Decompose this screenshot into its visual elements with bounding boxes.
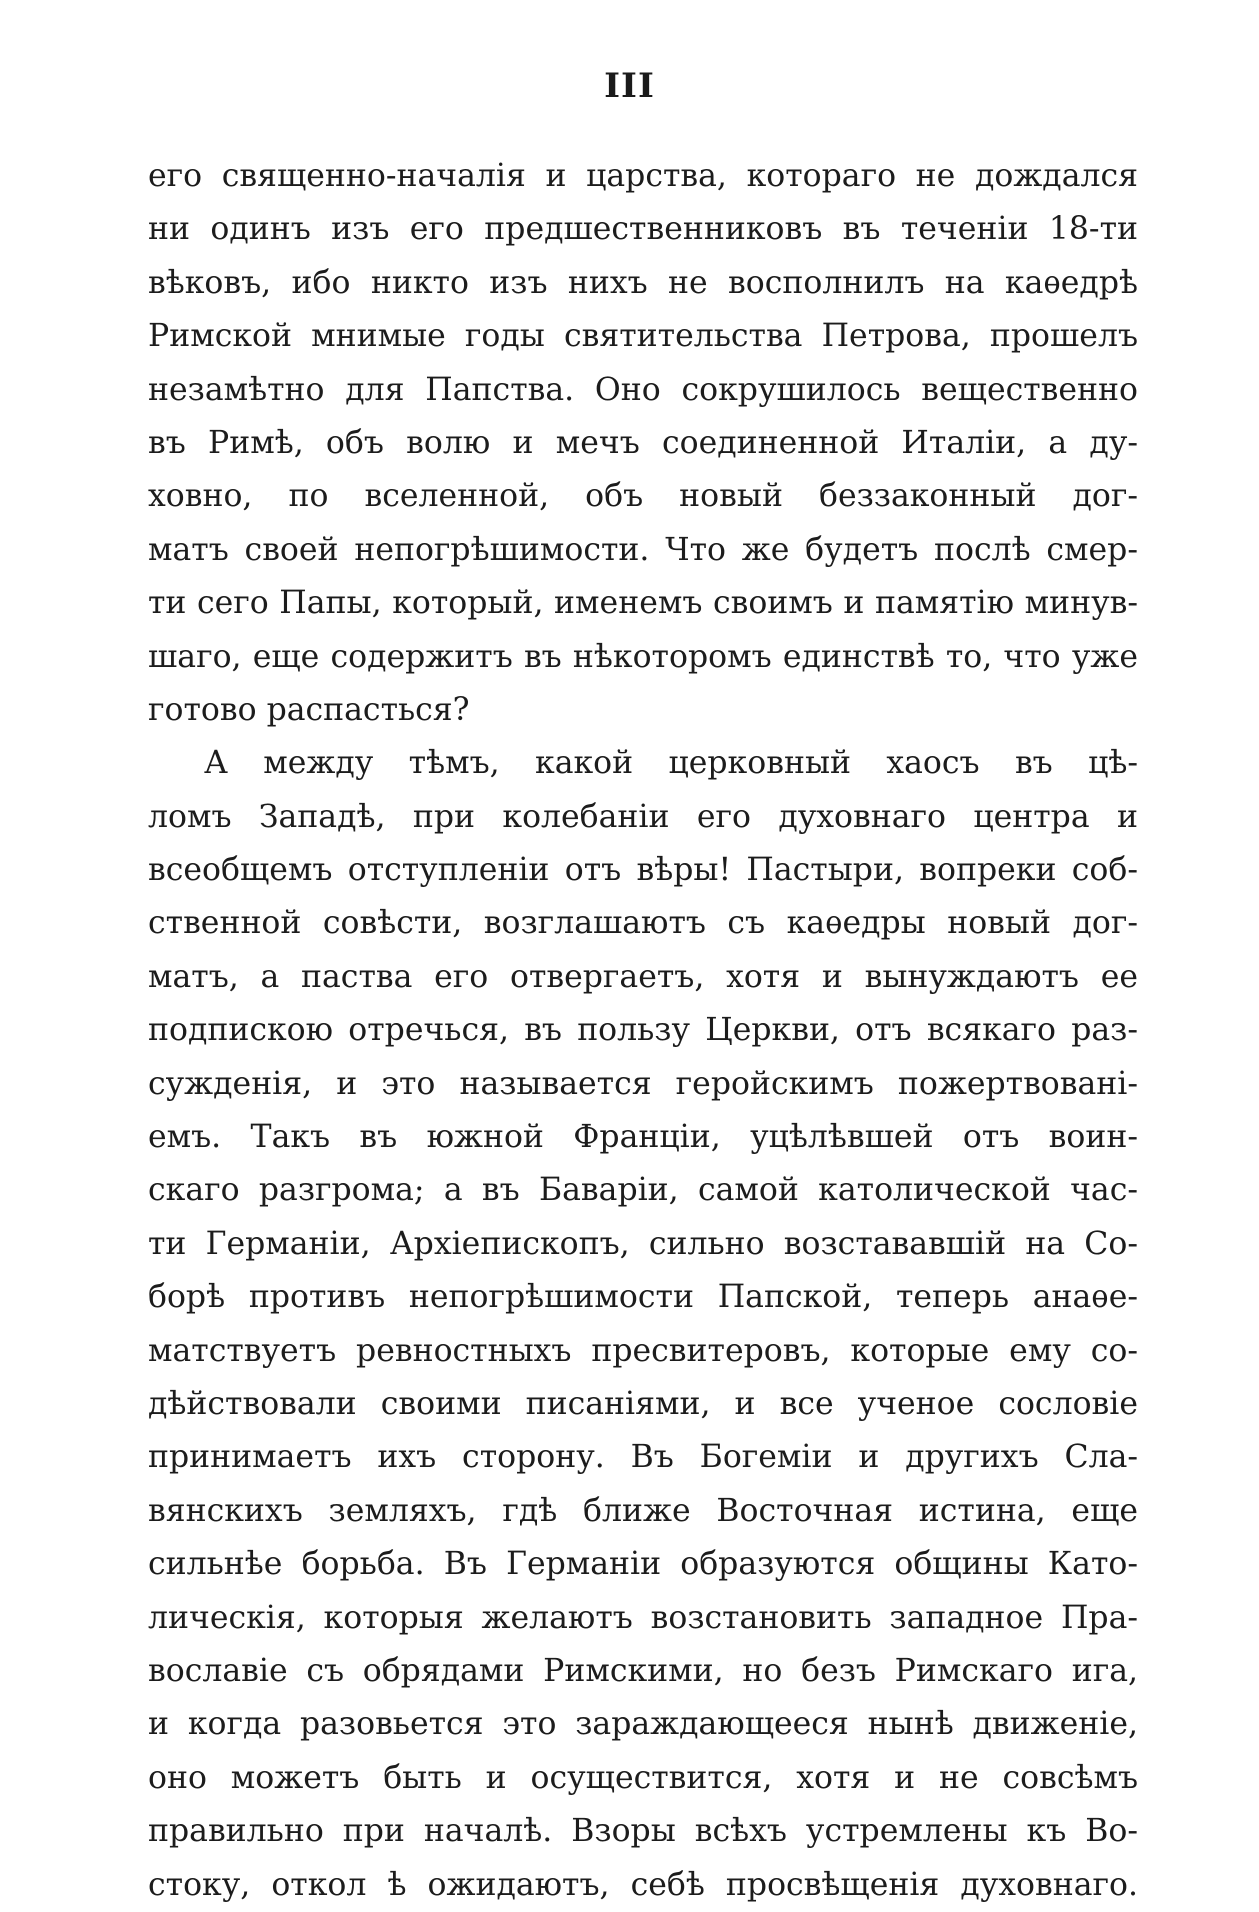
text-line: Римской мнимые годы святительства Петрова, прошелъ xyxy=(148,318,1138,355)
text-line: вянскихъ земляхъ, гдѣ ближе Восточная истина, еще xyxy=(148,1492,1138,1529)
text-line: матствуетъ ревностныхъ пресвитеровъ, которые ему со- xyxy=(148,1332,1138,1369)
paragraph-start-line: А между тѣмъ, какой церковный хаосъ въ цѣ- xyxy=(204,745,1138,782)
text-line: правильно при началѣ. Взоры всѣхъ устремлены къ Во- xyxy=(148,1813,1138,1850)
text-line: матъ своей непогрѣшимости. Что же будетъ послѣ смер- xyxy=(148,531,1138,568)
text-line: его священно-началія и царства, котораго не дождался xyxy=(148,158,1138,194)
text-line: матъ, а паства его отвергаетъ, хотя и вынуждаютъ ее xyxy=(148,958,1138,995)
text-line: ти сего Папы, который, именемъ своимъ и памятію минув- xyxy=(148,585,1138,622)
text-line: и когда разовьется это зараждающееся нынѣ движеніе, xyxy=(148,1706,1138,1743)
text-line: борѣ противъ непогрѣшимости Папской, теперь анаѳе- xyxy=(148,1279,1138,1316)
text-line: вѣковъ, ибо никто изъ нихъ не восполнилъ на каѳедрѣ xyxy=(148,264,1138,301)
text-line: ти Германіи, Архіепископъ, сильно возстававшій на Со- xyxy=(148,1225,1138,1262)
text-line: вославіе съ обрядами Римскими, но безъ Римскаго ига, xyxy=(148,1652,1138,1689)
text-line: подпискою отречься, въ пользу Церкви, отъ всякаго раз- xyxy=(148,1012,1138,1049)
text-line: ломъ Западѣ, при колебаніи его духовнаго центра и xyxy=(148,798,1138,835)
text-line: дѣйствовали своими писаніями, и все ученое сословіе xyxy=(148,1385,1138,1422)
text-line: емъ. Такъ въ южной Франціи, уцѣлѣвшей отъ воин- xyxy=(148,1119,1138,1156)
text-line: всеобщемъ отступленіи отъ вѣры! Пастыри, вопреки соб- xyxy=(148,852,1138,889)
text-line: скаго разгрома; а въ Баваріи, самой католической час- xyxy=(148,1172,1138,1209)
text-body xyxy=(148,150,1138,1912)
text-line: ственной совѣсти, возглашаютъ съ каѳедры новый дог- xyxy=(148,905,1138,942)
text-line: сужденія, и это называется геройскимъ пожертвовані- xyxy=(148,1065,1138,1102)
text-line: готово распасться? xyxy=(148,691,470,728)
text-line: сильнѣе борьба. Въ Германіи образуются общины Като- xyxy=(148,1546,1138,1583)
text-line: лическія, которыя желаютъ возстановить западное Пра- xyxy=(148,1599,1138,1636)
text-line: незамѣтно для Папства. Оно сокрушилось вещественно xyxy=(148,371,1138,408)
text-line: принимаетъ ихъ сторону. Въ Богеміи и другихъ Сла- xyxy=(148,1439,1138,1476)
text-line: шаго, еще содержитъ въ нѣкоторомъ единствѣ то, что уже xyxy=(148,638,1138,675)
text-line: оно можетъ быть и осуществится, хотя и не совсѣмъ xyxy=(148,1759,1138,1796)
text-line: въ Римѣ, объ волю и мечъ соединенной Италіи, а ду- xyxy=(148,424,1138,461)
text-line: стоку, откол ѣ ожидаютъ, себѣ просвѣщенія духовнаго. xyxy=(148,1866,1138,1903)
text-line: ховно, по вселенной, объ новый беззаконный дог- xyxy=(148,478,1138,515)
text-line: ни одинъ изъ его предшественниковъ въ теченіи 18-ти xyxy=(148,211,1138,248)
page-number: III xyxy=(604,66,655,106)
